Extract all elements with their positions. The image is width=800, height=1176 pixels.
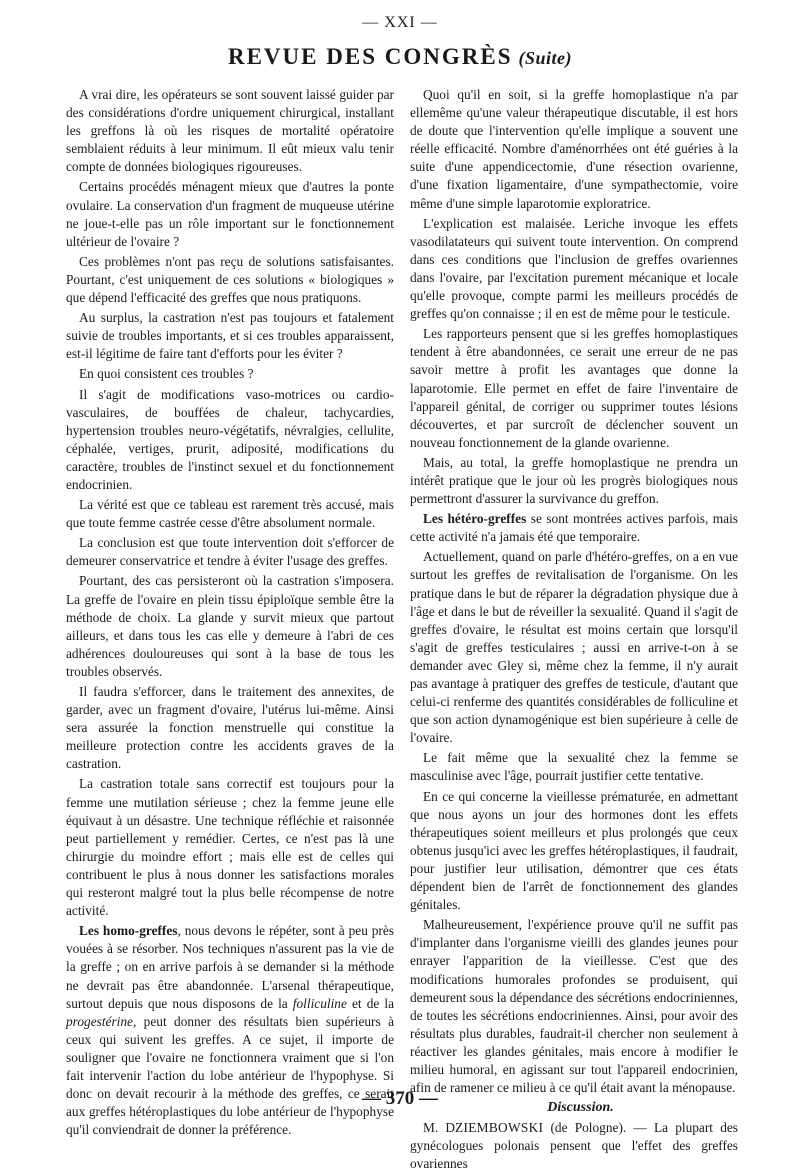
paragraph: La vérité est que ce tableau est rarement très accusé, mais que toute femme castrée cesse d'être absolument normale.	[66, 497, 394, 531]
paragraph: Quoi qu'il en soit, si la greffe homoplastique n'a par ellemême qu'une valeur thérapeutique discutable, il est hors de doute que l'intervention qu'elle implique a souvent une réelle efficacité. Nombre d'aménorrhées ont été guéries à la suite d'une appendicectomie, d'une résection ovarienne, d'une fixation ligamentaire, d'une sympathectomie, voire même d'une simple laparotomie exploratrice.	[410, 87, 738, 211]
page-number: — 370 —	[362, 1088, 438, 1109]
paragraph: Il faudra s'efforcer, dans le traitement des annexites, de garder, avec un fragment d'ovaire, l'utérus lui-même. Ainsi sera assurée la fonction menstruelle qui constitue la meilleure protection contre les accidents graves de la castration.	[66, 684, 394, 772]
paragraph: Malheureusement, l'expérience prouve qu'il ne suffit pas d'implanter dans l'organisme vieilli des glandes jeunes pour enrayer l'apparition de la vieillesse. C'est que des modifications humorales profondes se produisent, qui demeurent sous la dépendance des sécrétions endocriniennes, de toutes les sécrétions endocriniennes. Ainsi, pour avoir des résultats plus durables, faudrait-il chercher non seulement à réactiver les glandes génitales, mais encore à modifier le milieu humoral, en agissant sur tout l'appareil endocrinien, afin de ramener ce milieu à ce qu'il était avant la ménopause.	[410, 917, 738, 1096]
paragraph: Actuellement, quand on parle d'hétéro-greffes, on a en vue surtout les greffes de revitalisation de l'organisme. On les pratique dans le but de réparer la dégradation physique due à l'âge et dans le but de réveiller la sexualité. Quand il s'agit de greffes d'ovaire, le résultat est moins certain que lorsqu'il s'agit de greffes testiculaires ; aussi en arrive-t-on à se demander avec Gley si, même chez la femme, il n'y aurait pas avantage à pratiquer des greffes de testicule, d'autant que celui-ci renferme des quantités considérables de folliculine et que son action dynamogénique est bien supérieure à celle de l'ovaire.	[410, 549, 738, 746]
text-run: , nous devons le répéter, sont à peu près vouées à se résorber. Nos techniques n'assurent pas la vie de la greffe ; on en arrive parfois à se demander si la méthode ne devrait pas être abandonnée. L'arsenal thérapeutique, surtout depuis que nous disposons de la	[66, 923, 394, 1011]
italic-term-progesterine: progestérine	[66, 1013, 133, 1029]
roman-page-number: — XXI —	[362, 14, 438, 31]
paragraph: L'explication est malaisée. Leriche invoque les effets vasodilatateurs qui suivent toute intervention. On comprend dans ces conditions que l'inclusion de greffes ovariennes dans l'ovaire, par l'excitation purement mécanique et locale qu'elle provoque, compte parmi les meilleurs procédés de greffes qu'on connaisse ; il en est de même pour le testicule.	[410, 215, 738, 322]
paragraph: Il s'agit de modifications vaso-motrices ou cardio-vasculaires, de bouffées de chaleur, tachycardies, hypertension troubles neuro-végétatifs, névralgies, cellulite, céphalée, vertiges, prurit, adiposité, modifications du caractère, troubles de l'instinct sexuel et du fonctionnement endocrinien.	[66, 386, 394, 492]
title-suite: (Suite)	[518, 48, 572, 68]
text-run: et de la	[346, 995, 394, 1011]
text-run: , peut donner des résultats bien supérieurs à ceux qui suivent les greffes. A ce sujet, il importe de souligner que l'ovaire ne fonctionnera vraiment que si l'on fait intervenir l'action du lobe antérieur de l'hypophyse. Si donc on devait recourir à la méthode des greffes, ce serait aux greffes hétéroplastiques du lobe antérieur de l'hypophyse qu'il conviendrait de donner la préférence.	[66, 1013, 394, 1138]
paragraph: Mais, au total, la greffe homoplastique ne prendra un intérêt pratique que le jour où les progrès biologiques nous permettront d'assurer la survivance du greffon.	[410, 454, 738, 507]
speaker-name-prefix: M. D	[423, 1120, 456, 1136]
text-run: (de Pologne). — La plupart des gynécologues polonais pensent que l'effet des greffes ovariennes	[410, 1120, 738, 1172]
paragraph: Le fait même que la sexualité chez la femme se masculinise avec l'âge, pourrait justifier cette tentative.	[410, 750, 738, 784]
paragraph: La conclusion est que toute intervention doit s'efforcer de demeurer conservatrice et tendre à éviter l'usage des greffes.	[66, 535, 394, 569]
paragraph: A vrai dire, les opérateurs se sont souvent laissé guider par des considérations d'ordre uniquement chirurgical, installant les greffons là où les risques de mortalité opératoire semblaient réduits à leur minimum. Il eût mieux valu tenir compte de données biologiques rigoureuses.	[66, 87, 394, 175]
title-main: REVUE DES CONGRÈS	[227, 44, 513, 69]
speaker-name-smallcaps: ZIEMBOWSKI	[455, 1120, 544, 1136]
paragraph: Ces problèmes n'ont pas reçu de solutions satisfaisantes. Pourtant, c'est uniquement de ces solutions « biologiques » que dépend l'efficacité des greffes que nous pratiquons.	[66, 253, 394, 306]
page-title	[0, 44, 800, 70]
paragraph: Certains procédés ménagent mieux que d'autres la ponte ovulaire. La conservation d'un fragment de muqueuse utérine ne joue-t-elle pas un rôle important sur le fonctionnement ultérieur de l'ovaire ?	[66, 179, 394, 249]
paragraph: Au surplus, la castration n'est pas toujours et fatalement suivie de troubles importants, et si ces troubles apparaissent, est-il légitime de faire tant d'efforts pour les éviter ?	[66, 310, 394, 362]
paragraph: Les rapporteurs pensent que si les greffes homoplastiques tendent à être abandonnées, ce serait une erreur de ne pas savoir mettre à profit les avantages que donne la laparotomie. Elle permet en effet de faire l'inventaire de l'appareil génital, de corriger ou supprimer toutes lésions découvertes, et par surcroît de déclencher souvent un nouveau fonctionnement de la glande ovarienne.	[410, 326, 738, 450]
section-lead-homo-greffes: Les homo-greffes	[79, 923, 178, 939]
paragraph: Pourtant, des cas persisteront où la castration s'imposera. La greffe de l'ovaire en plein tissu épiploïque semble être la méthode de choix. La glande y survit mieux que partout ailleurs, et dans tous les cas elle y demeure à l'abri de ces adhérences douloureuses qui sont à la base de tous les troubles observés.	[66, 573, 394, 679]
section-lead-hetero-greffes: Les hétéro-greffes	[423, 511, 527, 527]
italic-term-folliculine: folliculine	[292, 995, 347, 1011]
paragraph: En ce qui concerne la vieillesse prématurée, en admettant que nous ayons un jour des hormones dont les effets thérapeutiques soient meilleurs et plus prolongés que ceux obtenus jusqu'ici avec les greffes hétéroplastiques, il faudrait, pour justifier leur utilisation, démontrer que ces états dépendent bien de l'arrêt de fonctionnement des glandes génitales.	[410, 788, 738, 913]
discussion-heading: Discussion.	[547, 1100, 614, 1116]
text-run: se sont montrées actives parfois, mais cette activité n'a jamais été que temporaire.	[410, 511, 738, 545]
paragraph-dziembowski	[410, 1119, 738, 1173]
paragraph: La castration totale sans correctif est toujours pour la femme une mutilation sérieuse ; chez la femme jeune elle équivaut à un désastre. Une technique réfléchie et raisonnée peut partiellement y remédier. Certes, ce n'est pas là une chirurgie du moindre effort ; mais elle est de celles qui contribuent le plus à nous donner les satisfactions morales qui resteront malgré tout la plus belle récompense de notre activité.	[66, 776, 394, 919]
left-column	[66, 86, 394, 1141]
paragraph: En quoi consistent ces troubles ?	[79, 366, 254, 382]
paragraph-hetero-greffes	[410, 510, 738, 546]
right-column	[410, 86, 738, 1176]
